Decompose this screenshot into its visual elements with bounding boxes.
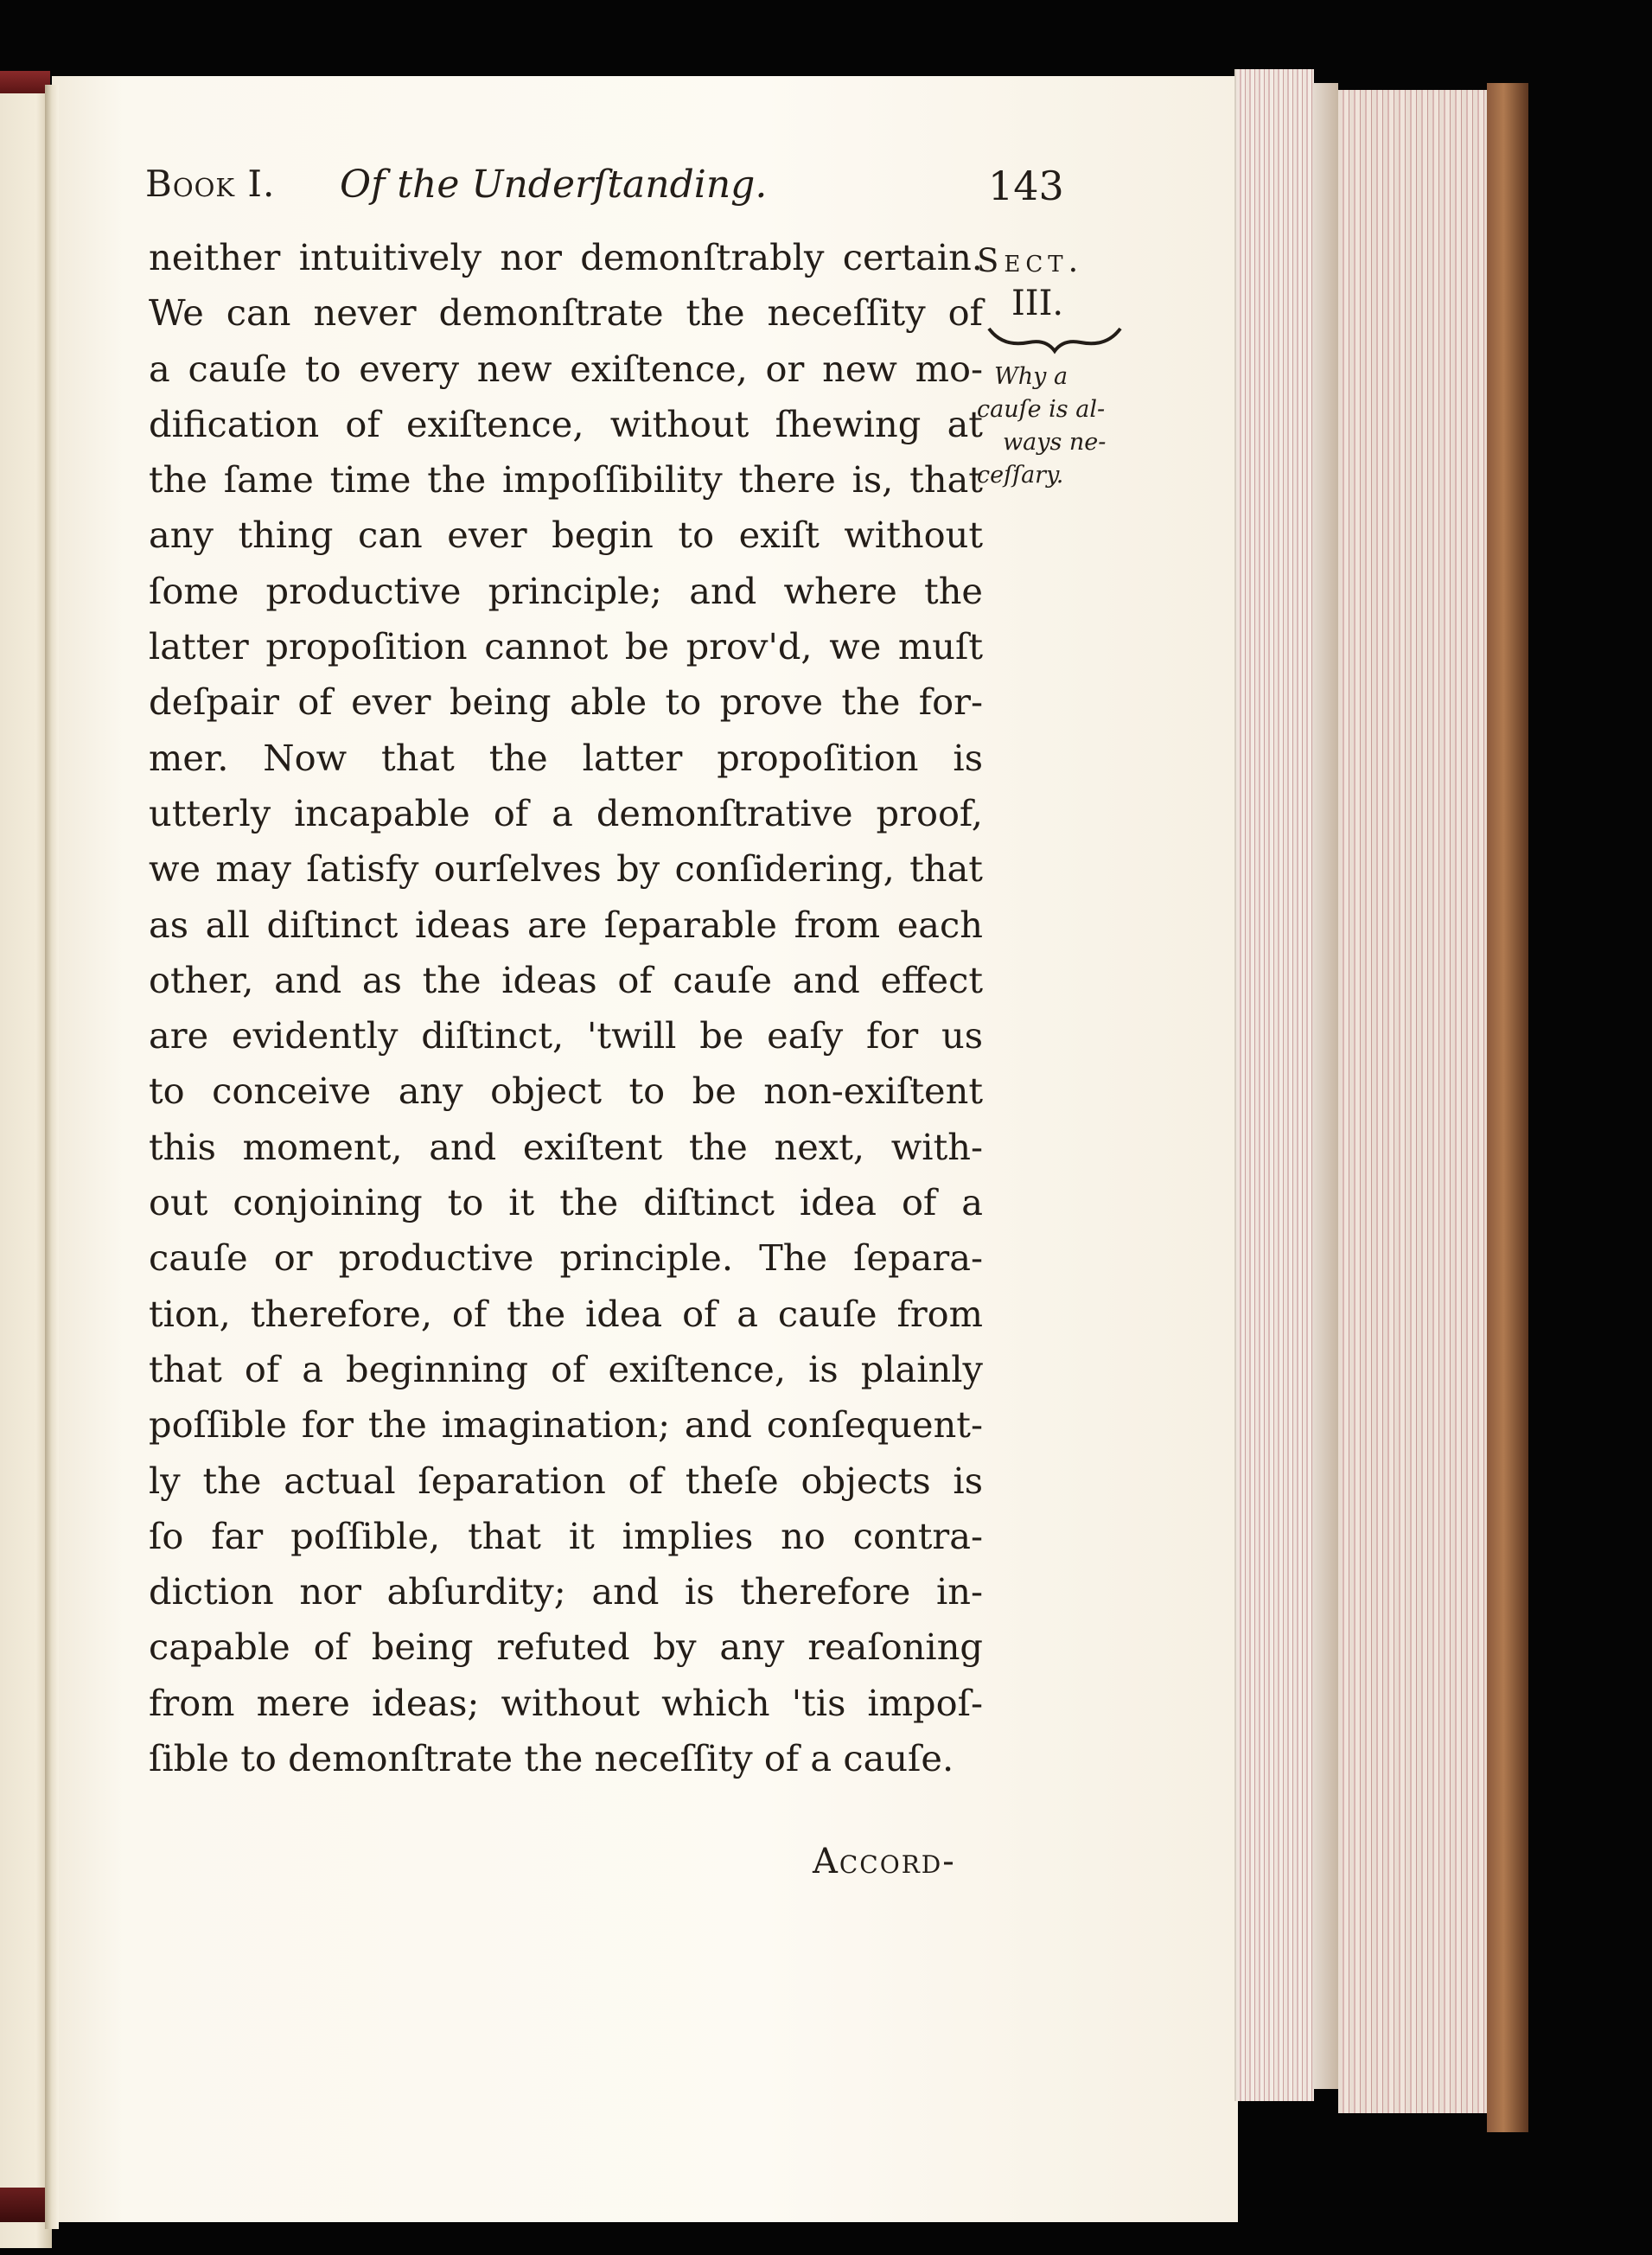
text-line: ſome productive principle; and where the bbox=[149, 569, 983, 612]
text-line: mer. Now that the latter propoſition is bbox=[149, 736, 983, 779]
margin-note-line: ways ne- bbox=[1003, 429, 1107, 456]
text-line: deſpair of ever being able to prove the for- bbox=[149, 680, 983, 724]
book-cover-edge bbox=[1487, 83, 1528, 2132]
text-line: ly the actual ſeparation of theſe objects is bbox=[149, 1459, 983, 1502]
left-binding-top bbox=[0, 71, 50, 93]
text-line: ſible to demonſtrate the neceſſity of a cauſe. bbox=[149, 1737, 954, 1780]
text-line: dification of exiſtence, without ſhewing at bbox=[149, 402, 983, 445]
text-line: poſſible for the imagination; and conſequent- bbox=[149, 1403, 983, 1447]
text-line: the ſame time the impoſſibility there is, that bbox=[149, 458, 983, 501]
header-book: Book I. bbox=[145, 163, 276, 205]
page-number: 143 bbox=[988, 163, 1064, 209]
text-line: that of a beginning of exiſtence, is plainly bbox=[149, 1347, 983, 1390]
text-line: We can never demonſtrate the neceſſity of bbox=[149, 291, 983, 335]
page-stack-edge bbox=[1234, 69, 1314, 2101]
text-line: tion, therefore, of the idea of a cauſe from bbox=[149, 1292, 983, 1335]
text-line: diction nor abſurdity; and is therefore in- bbox=[149, 1570, 983, 1613]
section-label: Sect. bbox=[977, 242, 1084, 279]
text-line: any thing can ever begin to exiſt without bbox=[149, 514, 983, 557]
body-text bbox=[149, 230, 983, 1786]
text-line: latter propoſition cannot be prov'd, we muſt bbox=[149, 625, 983, 668]
text-line: out conjoining to it the diſtinct idea of a bbox=[149, 1181, 983, 1224]
text-line: are evidently diſtinct, 'twill be eaſy for us bbox=[149, 1014, 983, 1057]
page-gutter bbox=[45, 85, 59, 2229]
text-line: we may ſatisfy ourſelves by conſidering, that bbox=[149, 847, 983, 891]
text-line: neither intuitively nor demonſtrably certain. bbox=[149, 236, 983, 278]
header-title: Of the Underſtanding. bbox=[340, 163, 768, 207]
margin-note-line: ceſſary. bbox=[977, 462, 1064, 489]
text-line: other, and as the ideas of cauſe and effect bbox=[149, 958, 983, 1001]
margin-note-line: Why a bbox=[994, 363, 1068, 390]
text-line: cauſe or productive principle. The ſepara- bbox=[149, 1236, 983, 1280]
left-page-edge bbox=[0, 86, 52, 2248]
text-line: as all diſtinct ideas are ſeparable from each bbox=[149, 903, 983, 946]
catchword: Accord- bbox=[813, 1842, 956, 1881]
margin-note-line: cauſe is al- bbox=[977, 396, 1106, 423]
text-line: ſo far poſſible, that it implies no contra- bbox=[149, 1514, 983, 1557]
text-line: a cauſe to every new exiſtence, or new mo- bbox=[149, 347, 983, 390]
section-number: III. bbox=[1011, 284, 1064, 323]
running-header bbox=[145, 163, 1096, 223]
brace-icon bbox=[985, 325, 1124, 355]
text-line: this moment, and exiſtent the next, with- bbox=[149, 1125, 983, 1168]
text-line: from mere ideas; without which 'tis impoſ- bbox=[149, 1681, 983, 1724]
text-line: capable of being refuted by any reaſoning bbox=[149, 1626, 983, 1669]
text-line: to conceive any object to be non-exiſtent bbox=[149, 1070, 983, 1113]
text-line: utterly incapable of a demonſtrative proof, bbox=[149, 791, 983, 834]
text-block-edge bbox=[1338, 90, 1489, 2113]
page-stack-shadow bbox=[1312, 83, 1338, 2089]
